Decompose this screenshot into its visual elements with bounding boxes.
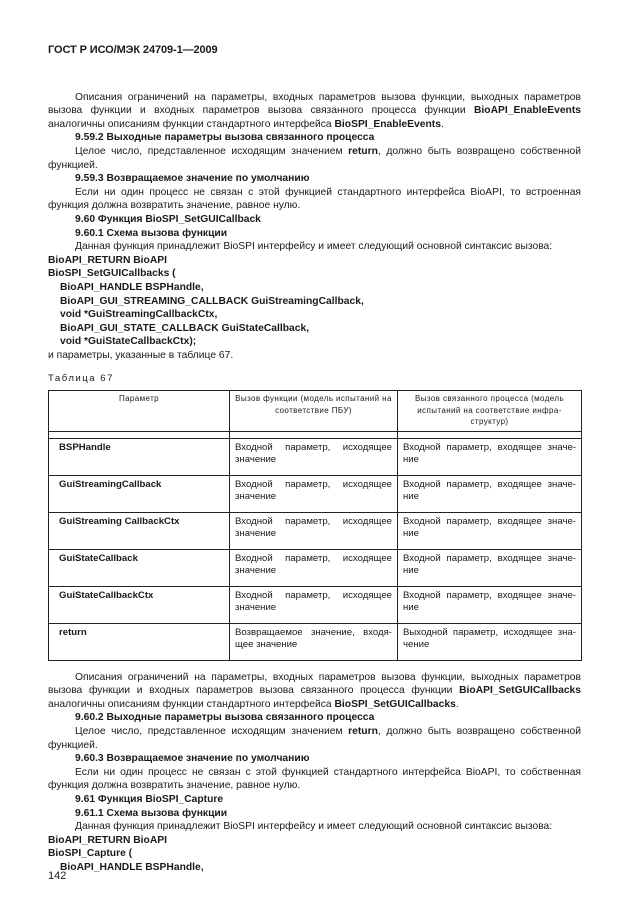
heading-9-59-2: 9.59.2 Выходные параметры вызова связанного процесса xyxy=(75,132,375,144)
table-row xyxy=(49,549,582,586)
code-line: BioAPI_HANDLE BSPHandle, xyxy=(60,281,204,293)
code-block-capture xyxy=(48,834,581,875)
paragraph-9-61-1: Данная функция принадлежит BioSPI интерфейсу и имеет следующий основной синтаксис вызова: xyxy=(75,821,553,833)
table-row xyxy=(49,512,582,549)
document-header: ГОСТ Р ИСО/МЭК 24709-1—2009 xyxy=(48,44,218,56)
paragraph-9-60-1: Данная функция принадлежит BioSPI интерфейсу и имеет следующий основной синтаксис вызова: xyxy=(75,241,553,253)
code-line: BioAPI_GUI_STREAMING_CALLBACK GuiStreamingCallback, xyxy=(60,295,364,307)
table-cell-call: Возвращаемое значение, входя-щее значение xyxy=(230,623,398,660)
table-row xyxy=(49,586,582,623)
heading-9-60-2: 9.60.2 Выходные параметры вызова связанного процесса xyxy=(75,712,375,724)
table-caption: Таблица 67 xyxy=(48,373,114,385)
heading-9-59-3: 9.59.3 Возвращаемое значение по умолчанию xyxy=(75,173,310,185)
table-header-row xyxy=(49,391,582,432)
table-cell-parameter: GuiStateCallbackCtx xyxy=(49,586,230,623)
table-cell-call: Входной параметр, исходящее значение xyxy=(230,512,398,549)
code-line: BioSPI_SetGUICallbacks ( xyxy=(48,268,176,280)
code-line: BioSPI_Capture ( xyxy=(48,848,133,860)
paragraph-9-60-3: Если ни один процесс не связан с этой функцией стандартного интерфейса BioAPI, то собственная функция должна возвратить значение, равное нулю. xyxy=(48,766,581,792)
table-cell-parameter: GuiStateCallback xyxy=(49,549,230,586)
code-line: BioAPI_RETURN BioAPI xyxy=(48,254,167,266)
table-cell-linked: Входной параметр, входящее значе-ние xyxy=(398,438,582,475)
code-line: BioAPI_GUI_STATE_CALLBACK GuiStateCallback, xyxy=(60,322,310,334)
paragraph-9-59-3: Если ни один процесс не связан с этой функцией стандартного интерфейса BioAPI, то встроенная функция должна возвратить значение, равное нулю. xyxy=(48,186,581,212)
code-line: BioAPI_HANDLE BSPHandle, xyxy=(60,861,204,873)
paragraph-constraints-enable-events: Описания ограничений на параметры, входных параметров вызова функции, выходных параметров вызова функции и входных параметров вызова связанного процесса функции BioAPI_EnableEvents аналогичны описаниям функции стандартного интерфейса BioSPI_EnableEvents. xyxy=(48,91,581,130)
code-line: void *GuiStateCallbackCtx); xyxy=(60,336,197,348)
code-line: void *GuiStreamingCallbackCtx, xyxy=(60,309,218,321)
table-cell-parameter: return xyxy=(49,623,230,660)
heading-9-60-1: 9.60.1 Схема вызова функции xyxy=(75,227,228,239)
parameters-table xyxy=(48,390,582,661)
paragraph-9-59-2: Целое число, представленное исходящим значением return, должно быть возвращено собственной функцией. xyxy=(48,145,581,171)
table-cell-linked: Входной параметр, входящее значе-ние xyxy=(398,475,582,512)
heading-9-61: 9.61 Функция BioSPI_Capture xyxy=(75,793,224,805)
table-spacer-row xyxy=(49,431,582,438)
column-header-parameter: Параметр xyxy=(49,391,230,432)
column-header-function-call: Вызов функции (модель испытаний на соответствие ПБУ) xyxy=(230,391,398,432)
document-page xyxy=(48,44,581,874)
heading-9-60: 9.60 Функция BioSPI_SetGUICallback xyxy=(75,213,261,225)
table-cell-call: Входной параметр, исходящее значение xyxy=(230,475,398,512)
table-cell-linked: Входной параметр, входящее значе-ние xyxy=(398,586,582,623)
heading-9-60-3: 9.60.3 Возвращаемое значение по умолчанию xyxy=(75,753,310,765)
paragraph-constraints-set-gui-callbacks: Описания ограничений на параметры, входных параметров вызова функции, выходных параметров вызова функции и входных параметров вызова связанного процесса функции BioAPI_SetGUICallbacks аналогичны описаниям функции стандартного интерфейса BioSPI_SetGUICallbacks. xyxy=(48,671,581,710)
table-cell-call: Входной параметр, исходящее значение xyxy=(230,438,398,475)
column-header-linked-process-call: Вызов связанного процесса (модель испытаний на соответствие инфра-структур) xyxy=(398,391,582,432)
table-cell-linked: Выходной параметр, исходящее зна-чение xyxy=(398,623,582,660)
table-cell-parameter: BSPHandle xyxy=(49,438,230,475)
code-block-set-gui-callbacks xyxy=(48,254,581,349)
table-row xyxy=(49,623,582,660)
paragraph-params-note: и параметры, указанные в таблице 67. xyxy=(48,349,234,361)
table-cell-linked: Входной параметр, входящее значе-ние xyxy=(398,512,582,549)
table-cell-parameter: GuiStreaming CallbackCtx xyxy=(49,512,230,549)
table-cell-linked: Входной параметр, входящее значе-ние xyxy=(398,549,582,586)
table-cell-parameter: GuiStreamingCallback xyxy=(49,475,230,512)
table-row xyxy=(49,438,582,475)
page-number: 142 xyxy=(48,870,67,882)
table-row xyxy=(49,475,582,512)
heading-9-61-1: 9.61.1 Схема вызова функции xyxy=(75,807,228,819)
paragraph-9-60-2: Целое число, представленное исходящим значением return, должно быть возвращено собственной функцией. xyxy=(48,725,581,751)
table-cell-call: Входной параметр, исходящее значение xyxy=(230,549,398,586)
code-line: BioAPI_RETURN BioAPI xyxy=(48,834,167,846)
table-cell-call: Входной параметр, исходящее значение xyxy=(230,586,398,623)
